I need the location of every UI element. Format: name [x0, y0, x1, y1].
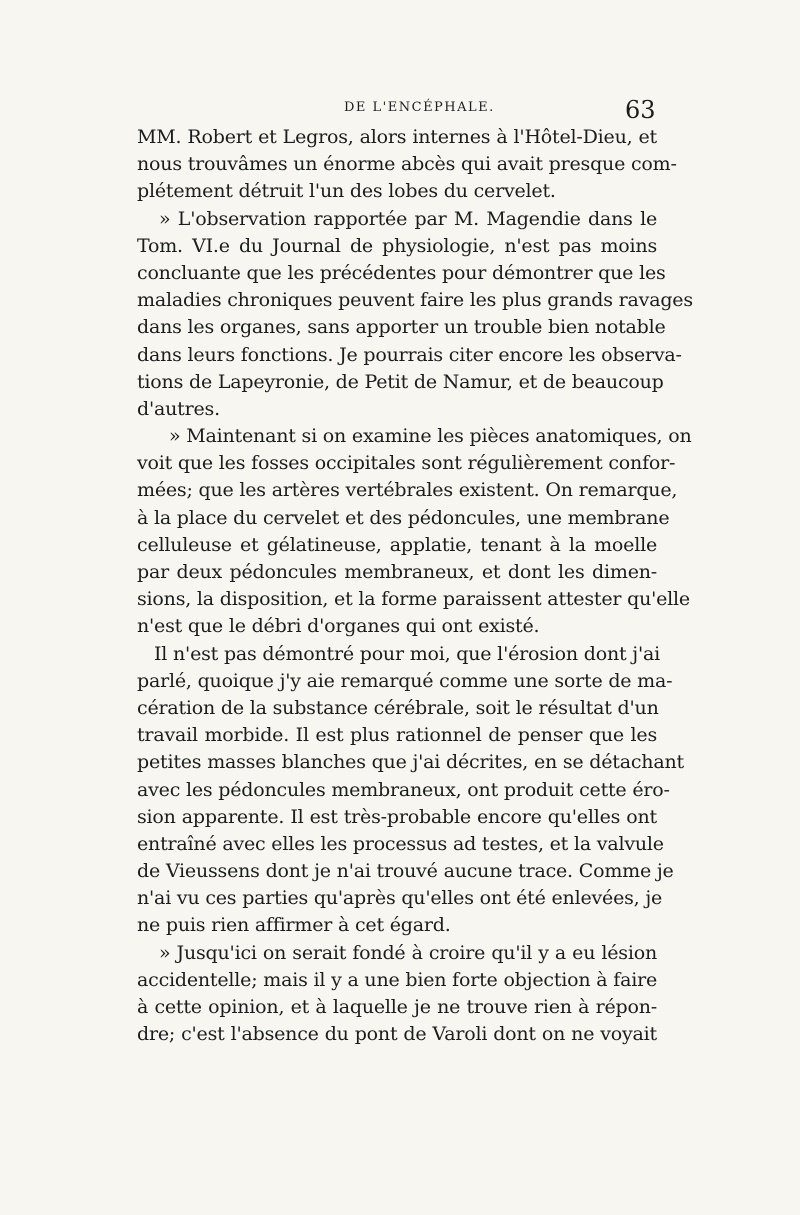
text-line: » Maintenant si on examine les pièces anatomiques, on [169, 425, 692, 448]
text-line: dans leurs fonctions. Je pourrais citer encore les observa- [137, 343, 682, 366]
text-line: par deux pédoncules membraneux, et dont les dimen- [137, 561, 657, 583]
text-line: tions de Lapeyronie, de Petit de Namur, et de beaucoup [137, 370, 664, 393]
text-line: Tom. VI.e du Journal de physiologie, n'est pas moins [137, 234, 657, 257]
text-line: mées; que les artères vertébrales existent. On remarque, [137, 479, 678, 502]
running-title: DE L'ENCÉPHALE. [344, 100, 495, 115]
text-line: de Vieussens dont je n'ai trouvé aucune trace. Comme je [137, 860, 674, 883]
text-line: d'autres. [137, 397, 220, 420]
text-line: plétement détruit l'un des lobes du cervelet. [137, 180, 556, 203]
text-line: travail morbide. Il est plus rationnel de penser que les [137, 724, 657, 747]
text-line: nous trouvâmes un énorme abcès qui avait presque com- [137, 153, 677, 176]
text-line: maladies chroniques peuvent faire les plus grands ravages [137, 289, 693, 312]
text-line: accidentelle; mais il y a une bien forte objection à faire [137, 968, 657, 991]
text-line: entraîné avec elles les processus ad testes, et la valvule [137, 832, 664, 855]
text-line: voit que les fosses occipitales sont régulièrement confor- [137, 452, 676, 475]
text-line: dans les organes, sans apporter un trouble bien notable [137, 316, 666, 339]
text-line: à cette opinion, et à laquelle je ne trouve rien à répon- [137, 996, 657, 1018]
text-line: MM. Robert et Legros, alors internes à l'Hôtel-Dieu, et [137, 126, 657, 148]
text-line: dre; c'est l'absence du pont de Varoli dont on ne voyait [137, 1023, 657, 1046]
text-line: » Jusqu'ici on serait fondé à croire qu'il y a eu lésion [159, 941, 657, 964]
text-line: celluleuse et gélatineuse, applatie, tenant à la moelle [137, 533, 657, 556]
text-line: n'est que le débri d'organes qui ont existé. [137, 615, 540, 638]
text-line: parlé, quoique j'y aie remarqué comme une sorte de ma- [137, 669, 673, 692]
text-line: sions, la disposition, et la forme paraissent attester qu'elle [137, 588, 690, 611]
text-line: ne puis rien affirmer à cet égard. [137, 914, 451, 937]
text-line: » L'observation rapportée par M. Magendie dans le [159, 207, 657, 230]
text-line: n'ai vu ces parties qu'après qu'elles ont été enlevées, je [137, 887, 663, 910]
text-line: sion apparente. Il est très-probable encore qu'elles ont [137, 805, 657, 828]
page-number: 63 [625, 96, 656, 124]
text-line: concluante que les précédentes pour démontrer que les [137, 261, 666, 284]
text-line: cération de la substance cérébrale, soit le résultat d'un [137, 696, 659, 719]
text-line: petites masses blanches que j'ai décrites, en se détachant [137, 751, 684, 774]
text-line: à la place du cervelet et des pédoncules, une membrane [137, 506, 670, 529]
text-line: avec les pédoncules membraneux, ont produit cette éro- [137, 778, 670, 801]
text-line: Il n'est pas démontré pour moi, que l'érosion dont j'ai [154, 642, 661, 665]
body-text [137, 124, 693, 1048]
